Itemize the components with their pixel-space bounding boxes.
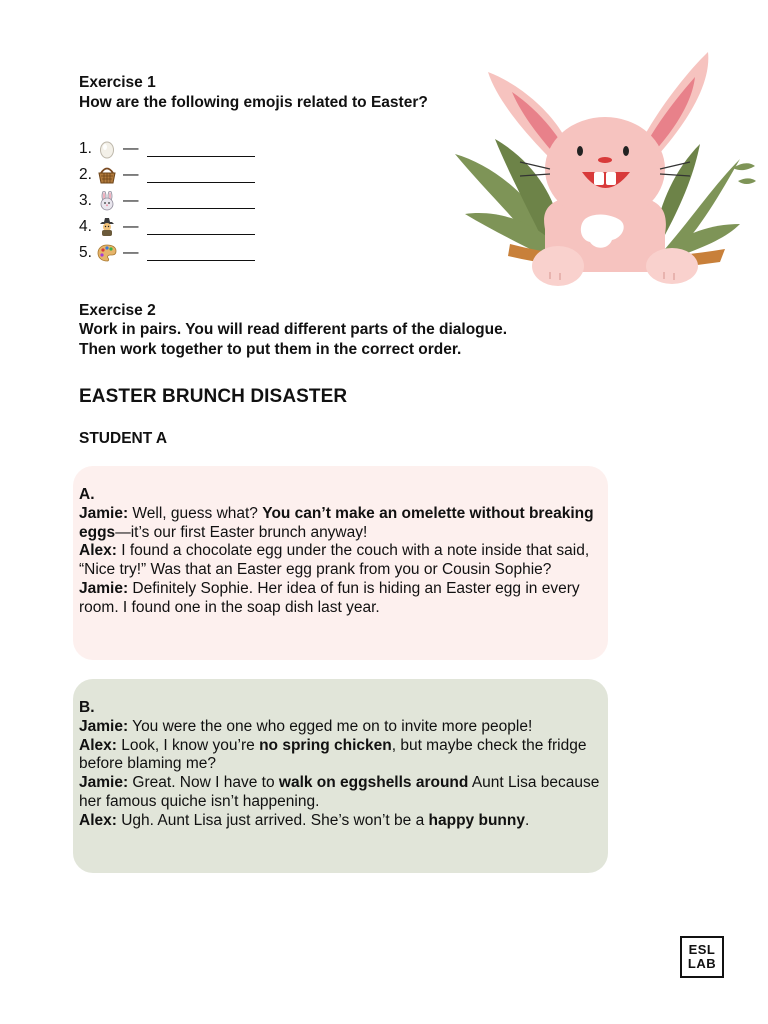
emoji-item-4 [79,214,255,240]
idiom-text: You can’t make an omelette without breaking eggs [79,504,594,541]
emoji-list [79,136,255,266]
dialogue-text: —it’s our first Easter brunch anyway! [115,523,368,541]
answer-blank[interactable] [147,142,255,157]
speaker-name: Jamie: [79,579,129,597]
item-number: 2. [79,166,92,183]
answer-blank[interactable] [147,194,255,209]
logo-line-1: ESL [688,942,716,957]
bunny-illustration [450,44,760,294]
box-letter: A. [79,486,95,503]
dialogue-text: Aunt Lisa because her famous quiche isn’t happening. [79,774,600,810]
speaker-name: Alex: [79,542,117,560]
exercise-2-line-1: Work in pairs. You will read different parts of the dialogue. [79,321,508,338]
dialogue-text: . [524,811,530,829]
emoji-item-5 [79,240,255,266]
emoji-item-1 [79,136,255,162]
answer-blank[interactable] [147,220,255,235]
idiom-text: walk on eggshells around [278,774,469,792]
rabbit-face-icon [97,190,121,212]
basket-icon [97,164,121,186]
item-dash: — [123,140,139,157]
dialogue-line [79,580,602,618]
item-dash: — [123,218,139,235]
leaf-icon [455,139,560,259]
logo-line-2: LAB [687,956,717,971]
answer-blank[interactable] [147,246,255,261]
idiom-text: no spring chicken [259,736,392,754]
dialogue-heading: EASTER BRUNCH DISASTER [79,386,348,407]
box-letter: B. [79,699,95,716]
dialogue-line [79,774,602,812]
egg-icon [97,138,121,160]
dialogue-line [79,505,602,543]
dialogue-text: Well, guess what? [128,504,263,522]
dialogue-box-a [73,466,608,660]
dialogue-text: Look, I know you’re [116,736,260,754]
item-number: 3. [79,192,92,209]
idiom-text: happy bunny [428,811,525,829]
item-dash: — [123,192,139,209]
exercise-1-title: Exercise 1 [79,74,156,91]
exercise-1-question: How are the following emojis related to Easter? [79,94,428,111]
dialogue-text: Ugh. Aunt Lisa just arrived. She’s won’t be a [116,811,429,829]
exercise-2-title: Exercise 2 [79,302,156,319]
emoji-item-2 [79,162,255,188]
speaker-name: Jamie: [79,504,129,522]
dialogue-text: Great. Now I have to [128,774,279,792]
dialogue-line [79,542,602,580]
dialogue-text: , but maybe check the fridge before blaming me? [79,736,587,773]
item-dash: — [123,166,139,183]
dialogue-text: I found a chocolate egg under the couch with a note inside that said, “Nice try!” Was that an Easter egg prank from you or Cousin Sophie? [79,542,590,579]
emoji-item-3 [79,188,255,214]
dialogue-text: You were the one who egged me on to invite more people! [128,717,533,735]
dialogue-line [79,718,602,737]
item-dash: — [123,244,139,261]
dialogue-line [79,812,602,831]
dialogue-box-b [73,679,608,873]
item-number: 4. [79,218,92,235]
dialogue-line [79,737,602,775]
esl-lab-logo [680,936,724,978]
item-number: 1. [79,140,92,157]
dialogue-text: Definitely Sophie. Her idea of fun is hiding an Easter egg in every room. I found one in the soap dish last year. [79,579,580,616]
answer-blank[interactable] [147,168,255,183]
exercise-2-line-2: Then work together to put them in the correct order. [79,341,462,358]
student-label: STUDENT A [79,430,168,447]
palette-icon [97,242,121,264]
detective-icon [97,216,121,238]
speaker-name: Alex: [79,811,117,829]
speaker-name: Jamie: [79,717,129,735]
leaf-icon [655,144,756,259]
speaker-name: Alex: [79,736,117,754]
item-number: 5. [79,244,92,261]
speaker-name: Jamie: [79,774,129,792]
